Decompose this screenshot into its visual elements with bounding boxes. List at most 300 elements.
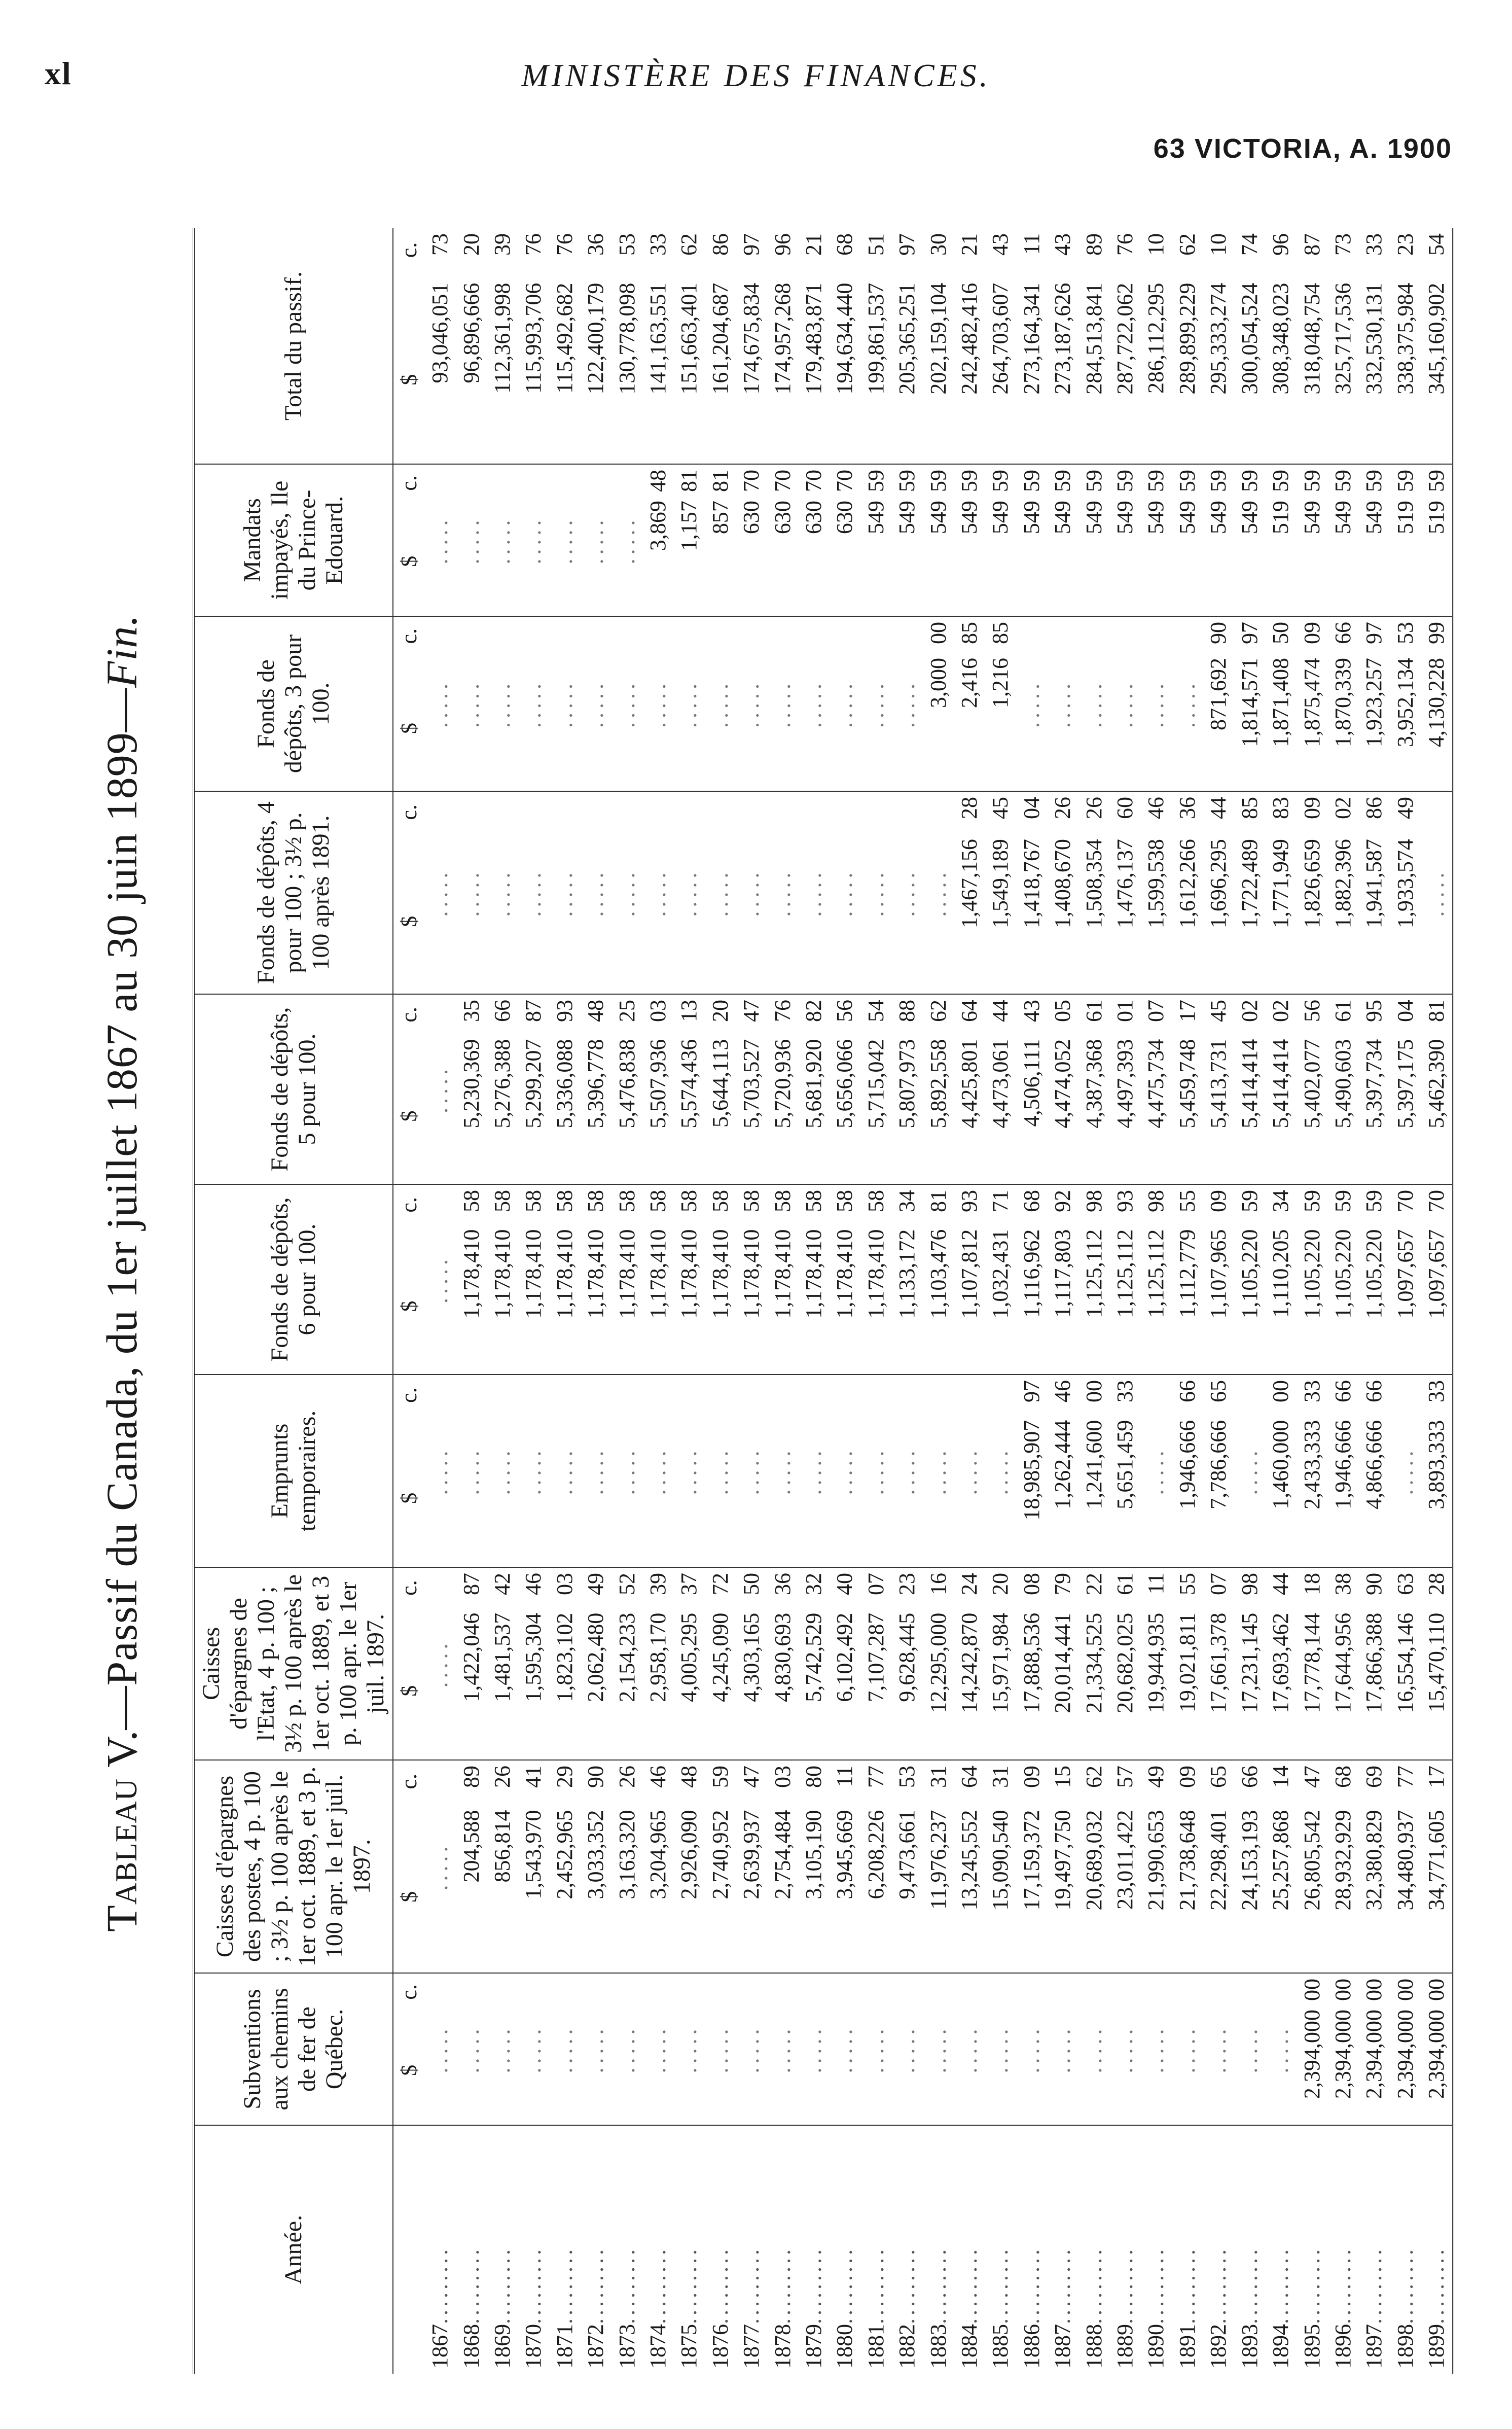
amount-cents: 70 [770,470,795,492]
amount-dollars: 19,021,811 [1174,1612,1200,1713]
amount-dollars: 519 [1392,501,1418,535]
cell-total [1141,228,1172,464]
amount-cents: 00 [925,622,951,644]
unit-dollar: $ [396,555,421,567]
amount-cents: 53 [1392,622,1418,644]
cell-quebec: ..... [798,1973,829,2125]
amount-dollars: 5,459,748 [1174,1039,1200,1129]
cell-f6 [892,1184,923,1375]
cell-etat [767,1567,798,1760]
cell-total [1109,228,1140,464]
amount-dollars: 1,467,156 [957,839,982,929]
cell-postes [1141,1760,1172,1973]
cell-postes: ..... [424,1760,455,1973]
cell-emprunts: ..... [456,1375,487,1567]
amount-cents: 21 [801,233,826,256]
cell-etat [1141,1567,1172,1760]
amount-dollars: 273,164,341 [1019,283,1044,395]
cell-postes [767,1760,798,1973]
amount-dollars: 25,257,868 [1268,1810,1293,1911]
units-cell-mandats [393,464,424,616]
amount-cents: 49 [1392,797,1418,819]
amount-cents: 02 [1268,1000,1293,1022]
leader-dots: ......... [1330,2246,1355,2324]
amount-dollars: 549 [1206,501,1231,535]
cell-f3 [1203,616,1234,791]
amount-cents: 46 [1143,797,1169,819]
year-cell [767,2125,798,2374]
amount-dollars: 1,178,410 [770,1229,795,1319]
cell-f5 [923,994,954,1184]
cell-total [580,228,611,464]
cell-quebec: ..... [549,1973,580,2125]
amount-cents: 98 [1081,1190,1106,1212]
cell-f3: ..... [456,616,487,791]
cell-f6 [954,1184,985,1375]
amount-cents: 90 [1361,1573,1387,1595]
amount-dollars: 6,102,492 [832,1612,857,1702]
cell-quebec: ..... [830,1973,860,2125]
amount-cents: 04 [1019,797,1044,819]
table-row [580,228,611,2374]
amount-cents: 02 [1330,797,1355,819]
units-cell-total [393,228,424,464]
cell-emprunts: ..... [1234,1375,1265,1567]
leader-dots: ......... [489,2246,515,2324]
cell-total [1359,228,1390,464]
amount-dollars: 1,823,102 [552,1612,577,1702]
amount-dollars: 15,971,984 [988,1612,1013,1713]
col-header-fonds-3: Fonds de dépôts, 3 pour 100. [195,616,393,791]
cell-etat [674,1567,705,1760]
amount-cents: 60 [1112,797,1138,819]
amount-dollars: 17,778,144 [1299,1612,1324,1713]
year-value: 1894 [1268,2324,1293,2369]
year-value: 1881 [863,2324,888,2369]
amount-cents: 76 [770,1000,795,1022]
cell-etat [1327,1567,1358,1760]
session-label: 63 VICTORIA, A. 1900 [1153,133,1452,164]
table-row [1359,228,1390,2374]
amount-cents: 09 [1299,622,1324,644]
amount-dollars: 21,990,653 [1143,1810,1169,1911]
amount-dollars: 1,178,410 [863,1229,888,1319]
amount-cents: 58 [801,1190,826,1212]
cell-postes [518,1760,549,1973]
year-cell [518,2125,549,2374]
cell-f4 [954,791,985,994]
amount-dollars: 549 [1019,501,1044,535]
cell-f5 [1327,994,1358,1184]
cell-etat [1421,1567,1452,1760]
year-cell [830,2125,860,2374]
cell-f5 [456,994,487,1184]
amount-dollars: 1,103,476 [925,1229,951,1319]
amount-dollars: 1,923,257 [1361,658,1387,748]
amount-cents: 89 [1081,233,1106,256]
cell-f3: ..... [1048,616,1078,791]
cell-mandats [1359,464,1390,616]
cell-mandats [1203,464,1234,616]
amount-cents: 68 [832,233,857,256]
cell-etat [892,1567,923,1760]
cell-f4 [1327,791,1358,994]
amount-cents: 43 [1019,1000,1044,1022]
amount-cents: 62 [676,233,702,256]
leader-dots: ......... [552,2246,577,2324]
amount-dollars: 325,717,536 [1330,283,1355,395]
cell-f6 [1421,1184,1452,1375]
cell-f4: ..... [860,791,891,994]
amount-cents: 31 [988,1766,1013,1788]
table-row [985,228,1016,2374]
cell-mandats: ..... [580,464,611,616]
cell-f3 [1421,616,1452,791]
cell-f3: ..... [642,616,673,791]
cell-mandats [1016,464,1047,616]
amount-cents: 46 [645,1766,670,1788]
amount-dollars: 204,588 [458,1810,484,1883]
cell-total [424,228,455,464]
amount-dollars: 4,506,111 [1019,1039,1044,1127]
amount-dollars: 32,380,829 [1361,1810,1387,1911]
table-row [1016,228,1047,2374]
cell-f6 [456,1184,487,1375]
amount-cents: 58 [770,1190,795,1212]
amount-dollars: 1,107,812 [957,1229,982,1319]
cell-emprunts: ..... [580,1375,611,1567]
amount-dollars: 2,394,000 [1330,2010,1355,2099]
cell-f3: ..... [860,616,891,791]
amount-dollars: 1,946,666 [1330,1420,1355,1509]
year-value: 1891 [1174,2324,1200,2369]
cell-mandats [860,464,891,616]
year-cell [1016,2125,1047,2374]
amount-dollars: 18,985,907 [1019,1420,1044,1521]
cell-mandats [736,464,767,616]
cell-etat [1234,1567,1265,1760]
table-row [1141,228,1172,2374]
amount-cents: 59 [1330,1190,1355,1212]
year-cell [1234,2125,1265,2374]
cell-f4: ..... [892,791,923,994]
year-value: 1890 [1143,2324,1169,2369]
table-row [830,228,860,2374]
amount-cents: 09 [1206,1190,1231,1212]
amount-dollars: 174,957,268 [770,283,795,395]
amount-cents: 64 [957,1000,982,1022]
cell-emprunts: ..... [798,1375,829,1567]
amount-dollars: 16,554,146 [1392,1612,1418,1713]
cell-quebec: ..... [580,1973,611,2125]
cell-f4: ..... [456,791,487,994]
table-title-text: V.—Passif du Canada, du 1er juillet 1867 au 30 juin 1899— [97,688,146,1768]
unit-dollar: $ [396,722,421,734]
units-row [393,228,424,2374]
amount-dollars: 115,492,682 [552,283,577,394]
amount-cents: 62 [925,1000,951,1022]
amount-cents: 59 [1174,470,1200,492]
amount-cents: 58 [458,1190,484,1212]
cell-emprunts [1359,1375,1390,1567]
amount-dollars: 5,413,731 [1206,1039,1231,1129]
cell-f3 [985,616,1016,791]
amount-cents: 20 [458,233,484,256]
amount-cents: 30 [925,233,951,256]
amount-cents: 79 [1050,1573,1075,1595]
year-cell [860,2125,891,2374]
cell-etat [705,1567,736,1760]
unit-cents: c. [396,1197,421,1213]
cell-etat [611,1567,642,1760]
year-cell [487,2125,518,2374]
amount-cents: 59 [707,1766,733,1788]
cell-f4 [1234,791,1265,994]
table-row [705,228,736,2374]
cell-total [1016,228,1047,464]
amount-cents: 37 [676,1573,702,1595]
amount-cents: 33 [1361,233,1387,256]
amount-cents: 32 [801,1573,826,1595]
cell-emprunts: ..... [954,1375,985,1567]
amount-cents: 97 [894,233,920,256]
amount-cents: 45 [1206,1000,1231,1022]
amount-cents: 61 [1112,1573,1138,1595]
cell-f6 [1048,1184,1078,1375]
year-value: 1888 [1081,2324,1106,2369]
leader-dots: ......... [988,2246,1013,2324]
year-cell [1327,2125,1358,2374]
amount-cents: 97 [1237,622,1262,644]
cell-etat [830,1567,860,1760]
cell-f4: ..... [674,791,705,994]
amount-cents: 24 [957,1573,982,1595]
cell-postes [1172,1760,1203,1973]
running-head: MINISTÈRE DES FINANCES. [521,57,991,93]
amount-cents: 07 [1143,1000,1169,1022]
cell-quebec: ..... [642,1973,673,2125]
cell-f6 [580,1184,611,1375]
amount-cents: 66 [1237,1766,1262,1788]
cell-f4: ..... [642,791,673,994]
amount-dollars: 1,178,410 [614,1229,639,1319]
year-value: 1896 [1330,2324,1355,2369]
cell-f3: ..... [798,616,829,791]
amount-dollars: 26,805,542 [1299,1810,1324,1911]
amount-dollars: 15,090,540 [988,1810,1013,1911]
table-title-fin: Fin. [97,614,146,688]
amount-dollars: 1,696,295 [1206,839,1231,929]
cell-f6 [549,1184,580,1375]
cell-quebec: ..... [518,1973,549,2125]
amount-cents: 93 [1112,1190,1138,1212]
col-header-total: Total du passif. [195,228,393,464]
cell-quebec [1297,1973,1327,2125]
amount-dollars: 1,032,431 [988,1229,1013,1319]
amount-cents: 33 [1299,1380,1324,1402]
cell-etat [1297,1567,1327,1760]
units-cell-quebec [393,1973,424,2125]
cell-quebec: ..... [611,1973,642,2125]
amount-dollars: 338,375,984 [1392,283,1418,395]
amount-dollars: 1,870,339 [1330,658,1355,748]
amount-cents: 15 [1050,1766,1075,1788]
amount-cents: 59 [1237,470,1262,492]
units-cell-year [393,2125,424,2374]
cell-f5 [1421,994,1452,1184]
cell-etat [1203,1567,1234,1760]
unit-cents: c. [396,1580,421,1596]
cell-etat [860,1567,891,1760]
amount-cents: 04 [1392,1000,1418,1022]
cell-f3: ..... [1016,616,1047,791]
amount-cents: 44 [1268,1573,1293,1595]
amount-cents: 98 [1237,1573,1262,1595]
amount-dollars: 11,976,237 [925,1810,951,1910]
amount-dollars: 1,105,220 [1299,1229,1324,1319]
amount-dollars: 3,945,669 [832,1810,857,1899]
cell-postes [954,1760,985,1973]
cell-mandats [954,464,985,616]
amount-dollars: 5,742,529 [801,1612,826,1702]
cell-mandats [1234,464,1265,616]
cell-mandats [1172,464,1203,616]
amount-dollars: 871,692 [1206,658,1231,731]
amount-cents: 48 [645,470,670,492]
table-row [611,228,642,2374]
amount-cents: 59 [1392,470,1418,492]
amount-cents: 36 [583,233,608,256]
amount-dollars: 174,675,834 [739,283,764,395]
amount-cents: 45 [988,797,1013,819]
amount-cents: 44 [988,1000,1013,1022]
cell-postes [1297,1760,1327,1973]
cell-f4: ..... [424,791,455,994]
year-value: 1892 [1206,2324,1231,2369]
leader-dots: ......... [1206,2246,1231,2324]
unit-dollar: $ [396,1300,421,1312]
amount-dollars: 1,595,304 [521,1612,546,1702]
amount-dollars: 630 [770,501,795,535]
cell-f6 [1109,1184,1140,1375]
cell-total [642,228,673,464]
amount-dollars: 17,693,462 [1268,1612,1293,1713]
amount-cents: 66 [1330,1380,1355,1402]
amount-cents: 85 [988,622,1013,644]
col-header-quebec: Subventions aux chemins de fer de Québec. [195,1973,393,2125]
table-row [1234,228,1265,2374]
cell-f4: ..... [487,791,518,994]
cell-f3 [923,616,954,791]
units-cell-emprunts [393,1375,424,1567]
amount-dollars: 1,105,220 [1237,1229,1262,1319]
amount-cents: 07 [863,1573,888,1595]
cell-total [892,228,923,464]
amount-dollars: 14,242,870 [957,1612,982,1713]
unit-dollar: $ [396,1492,421,1504]
cell-f5 [767,994,798,1184]
cell-f3 [1390,616,1421,791]
amount-dollars: 5,574,436 [676,1039,702,1129]
year-value: 1870 [521,2324,546,2369]
amount-dollars: 1,178,410 [458,1229,484,1319]
cell-f5 [736,994,767,1184]
cell-postes [487,1760,518,1973]
amount-dollars: 12,295,000 [925,1612,951,1713]
leader-dots: ......... [458,2246,484,2324]
amount-cents: 69 [1361,1766,1387,1788]
amount-dollars: 15,470,110 [1424,1612,1449,1713]
cell-total [830,228,860,464]
amount-dollars: 93,046,051 [427,283,453,383]
cell-f4: ..... [923,791,954,994]
cell-etat [487,1567,518,1760]
cell-f3: ..... [611,616,642,791]
amount-cents: 20 [988,1573,1013,1595]
table-row [1327,228,1358,2374]
amount-dollars: 1,125,112 [1112,1229,1138,1318]
amount-cents: 33 [1112,1380,1138,1402]
amount-dollars: 273,187,626 [1050,283,1075,395]
cell-quebec [1359,1973,1390,2125]
amount-dollars: 20,689,032 [1081,1810,1106,1911]
cell-total [985,228,1016,464]
amount-dollars: 1,826,659 [1299,839,1324,929]
amount-cents: 48 [676,1766,702,1788]
amount-cents: 62 [1081,1766,1106,1788]
amount-dollars: 1,549,189 [988,839,1013,929]
leader-dots: ......... [1019,2246,1044,2324]
amount-dollars: 3,869 [645,501,670,551]
cell-f6 [487,1184,518,1375]
amount-dollars: 1,178,410 [489,1229,515,1319]
amount-cents: 59 [1019,470,1044,492]
leader-dots: ......... [801,2246,826,2324]
amount-dollars: 23,011,422 [1112,1810,1138,1910]
amount-dollars: 2,958,170 [645,1612,670,1702]
cell-total [1265,228,1296,464]
amount-dollars: 2,926,090 [676,1810,702,1899]
amount-cents: 59 [1143,470,1169,492]
leader-dots: ......... [1112,2246,1138,2324]
amount-cents: 16 [925,1573,951,1595]
amount-dollars: 17,231,145 [1237,1612,1262,1713]
amount-dollars: 24,153,193 [1237,1810,1262,1911]
cell-etat [518,1567,549,1760]
amount-dollars: 1,105,220 [1361,1229,1387,1319]
leader-dots: ......... [1237,2246,1262,2324]
amount-dollars: 284,513,841 [1081,283,1106,395]
amount-cents: 68 [1330,1766,1355,1788]
cell-f5: ..... [424,994,455,1184]
amount-cents: 77 [1392,1766,1418,1788]
cell-f4: ..... [549,791,580,994]
cell-f6 [642,1184,673,1375]
amount-dollars: 4,866,666 [1361,1420,1387,1509]
cell-mandats [1109,464,1140,616]
amount-dollars: 5,396,778 [583,1039,608,1129]
amount-dollars: 5,681,920 [801,1039,826,1129]
amount-cents: 26 [1081,797,1106,819]
cell-postes [1390,1760,1421,1973]
amount-dollars: 2,754,484 [770,1810,795,1899]
cell-postes [736,1760,767,1973]
units-cell-f5 [393,994,424,1184]
amount-cents: 11 [1019,233,1044,255]
amount-dollars: 1,722,489 [1237,839,1262,929]
leader-dots: ......... [1174,2246,1200,2324]
cell-f5 [1265,994,1296,1184]
